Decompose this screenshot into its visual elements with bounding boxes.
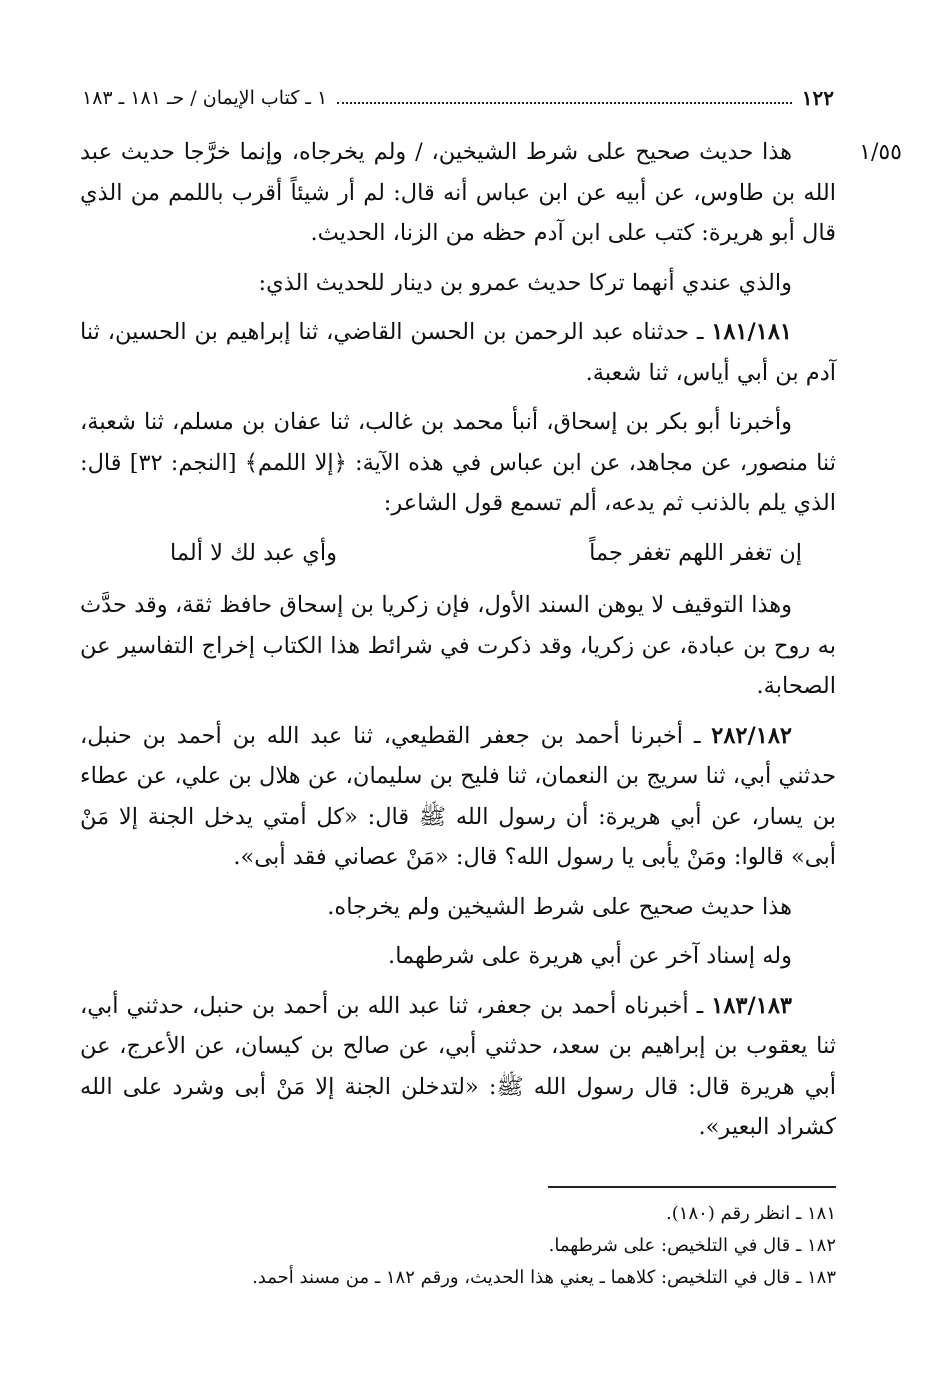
verse-second-hemistich: وأي عبد لك لا ألما [170, 539, 337, 566]
paragraph-ibn-abbas-tafsir: وأخبرنا أبو بكر بن إسحاق، أنبأ محمد بن غالب، ثنا عفان بن مسلم، ثنا شعبة، ثنا منصور، عن مجاهد، عن ابن عباس في هذه الآية: ﴿إلا اللمم﴾ [النجم: ٣٢] قال: الذي يلم بالذنب ثم يدعه، ألم تسمع قول الشاعر: [80, 409, 836, 516]
paragraph-authentication: هذا حديث صحيح على شرط الشيخين، / ولم يخرجاه، وإنما خرَّجا حديث عبد الله بن طاوس، عن أبيه عن ابن عباس أنه قال: لم أر شيئاً أقرب باللمم من الذي قال أبو هريرة: كتب على ابن آدم حظه من الزنا، الحديث. [80, 139, 836, 246]
paragraph-authentication-182: هذا حديث صحيح على شرط الشيخين ولم يخرجاه. [327, 893, 792, 920]
footnote-182: ١٨٢ ـ قال في التلخيص: على شرطهما. [548, 1235, 836, 1256]
footnote-separator [548, 1186, 836, 1188]
footnote-181: ١٨١ ـ انظر رقم (١٨٠). [666, 1203, 836, 1224]
poetry-verse [80, 533, 836, 574]
hadith-number-181: ١٨١/١٨١ [711, 319, 792, 345]
hadith-text-183: ـ أخبرناه أحمد بن جعفر، ثنا عبد الله بن أحمد بن حنبل، حدثني أبي، ثنا يعقوب بن إبراهيم بن سعد، حدثني أبي، عن صالح بن كيسان، عن الأعرج، عن أبي هريرة قال: قال رسول الله ﷺ: «لتدخلن الجنة إلا مَنْ أبى وشرد على الله كشراد البعير». [80, 992, 836, 1140]
hadith-number-183: ١٨٣/١٨٣ [711, 992, 792, 1019]
hadith-text-181: ـ حدثناه عبد الرحمن بن الحسن القاضي، ثنا إبراهيم بن الحسين، ثنا آدم بن أبي أياس، ثنا شعبة. [80, 319, 836, 386]
running-header [82, 84, 834, 112]
section-title: ١ ـ كتاب الإيمان / حـ ١٨١ ـ ١٨٣ [82, 87, 328, 109]
paragraph-author-opinion: والذي عندي أنهما تركا حديث عمرو بن دينار للحديث الذي: [258, 269, 792, 296]
paragraph-chain-note: وهذا التوقيف لا يوهن السند الأول، فإن زكريا بن إسحاق حافظ ثقة، وقد حدَّث به روح بن عبادة، عن زكريا، وقد ذكرت في شرائط هذا الكتاب إخراج التفاسير عن الصحابة. [80, 592, 836, 699]
hadith-183 [80, 986, 836, 1148]
page-number: ١٢٢ [801, 86, 834, 110]
verse-first-hemistich: إن تغفر اللهم تغفر جماً [589, 539, 802, 566]
hadith-text-182: ـ أخبرنا أحمد بن جعفر القطيعي، ثنا عبد الله بن أحمد بن حنبل، حدثني أبي، ثنا سريج بن النعمان، ثنا فليح بن سليمان، عن هلال بن علي، عن عطاء بن يسار، عن أبي هريرة: أن رسول الله ﷺ قال: «كل أمتي يدخل الجنة إلا مَنْ أبى» قالوا: ومَنْ يأبى يا رسول الله؟ قال: «مَنْ عصاني فقد أبى». [80, 722, 836, 870]
paragraph-other-chain: وله إسناد آخر عن أبي هريرة على شرطهما. [388, 943, 792, 969]
footnotes [80, 1198, 836, 1294]
margin-volume-reference: ١/٥٥ [859, 140, 902, 165]
hadith-181 [80, 312, 836, 393]
footnote-183: ١٨٣ ـ قال في التلخيص: كلاهما ـ يعني هذا الحديث، ورقم ١٨٢ ـ من مسند أحمد. [252, 1267, 836, 1288]
hadith-182 [80, 716, 836, 878]
hadith-number-182: ٢٨٢/١٨٢ [711, 722, 792, 749]
header-dot-leader [337, 92, 792, 104]
main-text [80, 132, 836, 1157]
